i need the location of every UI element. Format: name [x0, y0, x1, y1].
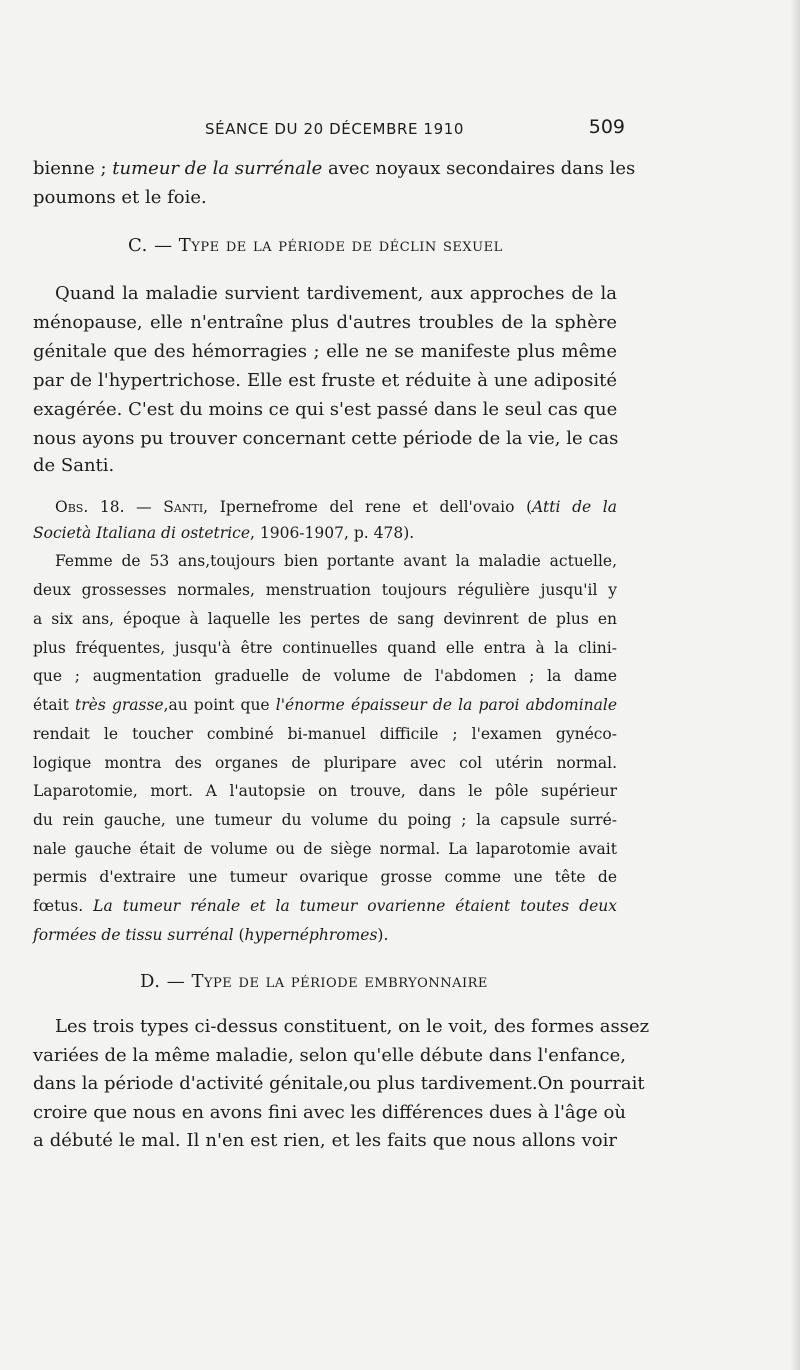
text-line: poumons et le foie.	[33, 187, 207, 208]
text-line: Les trois types ci-dessus constituent, on le voit, des formes assez	[55, 1016, 650, 1037]
text-line: permis d'extraire une tumeur ovarique grosse comme une tête de	[33, 868, 617, 886]
text-line: était très grasse,au point que l'énorme épaisseur de la paroi abdominale	[33, 696, 617, 714]
text-line: bienne ; tumeur de la surrénale avec noyaux secondaires dans les	[33, 158, 636, 179]
text-line: génitale que des hémorragies ; elle ne se manifeste plus même	[33, 341, 617, 362]
section-heading-d: D. — Type de la période embryonnaire	[140, 971, 488, 992]
text-line: Laparotomie, mort. A l'autopsie on trouve, dans le pôle supérieur	[33, 782, 617, 800]
text-line: ménopause, elle n'entraîne plus d'autres troubles de la sphère	[33, 312, 617, 333]
page-header	[205, 118, 625, 142]
text-line: deux grossesses normales, menstruation toujours régulière jusqu'il y	[33, 581, 617, 599]
text-line: variées de la même maladie, selon qu'elle débute dans l'enfance,	[33, 1045, 626, 1066]
text-line: dans la période d'activité génitale,ou plus tardivement.On pourrait	[33, 1073, 645, 1094]
text-line: croire que nous en avons fini avec les différences dues à l'âge où	[33, 1102, 626, 1123]
observation-title: Obs. 18. — Santi, Ipernefrome del rene et dell'ovaio (Atti de la	[55, 498, 618, 516]
text-line: nous ayons pu trouver concernant cette période de la vie, le cas	[33, 428, 619, 449]
text-line: du rein gauche, une tumeur du volume du poing ; la capsule surré-	[33, 811, 617, 829]
section-heading-c: C. — Type de la période de déclin sexuel	[128, 235, 503, 256]
text-line: logique montra des organes de pluripare avec col utérin normal.	[33, 754, 617, 772]
text-line: exagérée. C'est du moins ce qui s'est passé dans le seul cas que	[33, 399, 618, 420]
observation-reference: Società Italiana di ostetrice, 1906-1907, p. 478).	[33, 524, 415, 542]
text-line: de Santi.	[33, 455, 115, 476]
page-edge-shadow	[790, 0, 800, 1370]
text-line: formées de tissu surrénal (hypernéphromes).	[33, 926, 389, 944]
text-line: que ; augmentation graduelle de volume de l'abdomen ; la dame	[33, 667, 617, 685]
text-line: nale gauche était de volume ou de siège normal. La laparotomie avait	[33, 840, 617, 858]
text-line: Quand la maladie survient tardivement, aux approches de la	[55, 283, 617, 304]
text-line: fœtus. La tumeur rénale et la tumeur ovarienne étaient toutes deux	[33, 897, 617, 915]
running-title: SÉANCE DU 20 DÉCEMBRE 1910	[205, 120, 465, 138]
text-line: Femme de 53 ans,toujours bien portante avant la maladie actuelle,	[55, 552, 617, 570]
text-line: a six ans, époque à laquelle les pertes de sang devinrent de plus en	[33, 610, 617, 628]
text-line: a débuté le mal. Il n'en est rien, et les faits que nous allons voir	[33, 1130, 617, 1151]
text-line: par de l'hypertrichose. Elle est fruste et réduite à une adiposité	[33, 370, 617, 391]
page-number: 509	[588, 116, 625, 138]
text-line: rendait le toucher combiné bi-manuel difficile ; l'examen gynéco-	[33, 725, 617, 743]
text-line: plus fréquentes, jusqu'à être continuelles quand elle entra à la clini-	[33, 639, 617, 657]
